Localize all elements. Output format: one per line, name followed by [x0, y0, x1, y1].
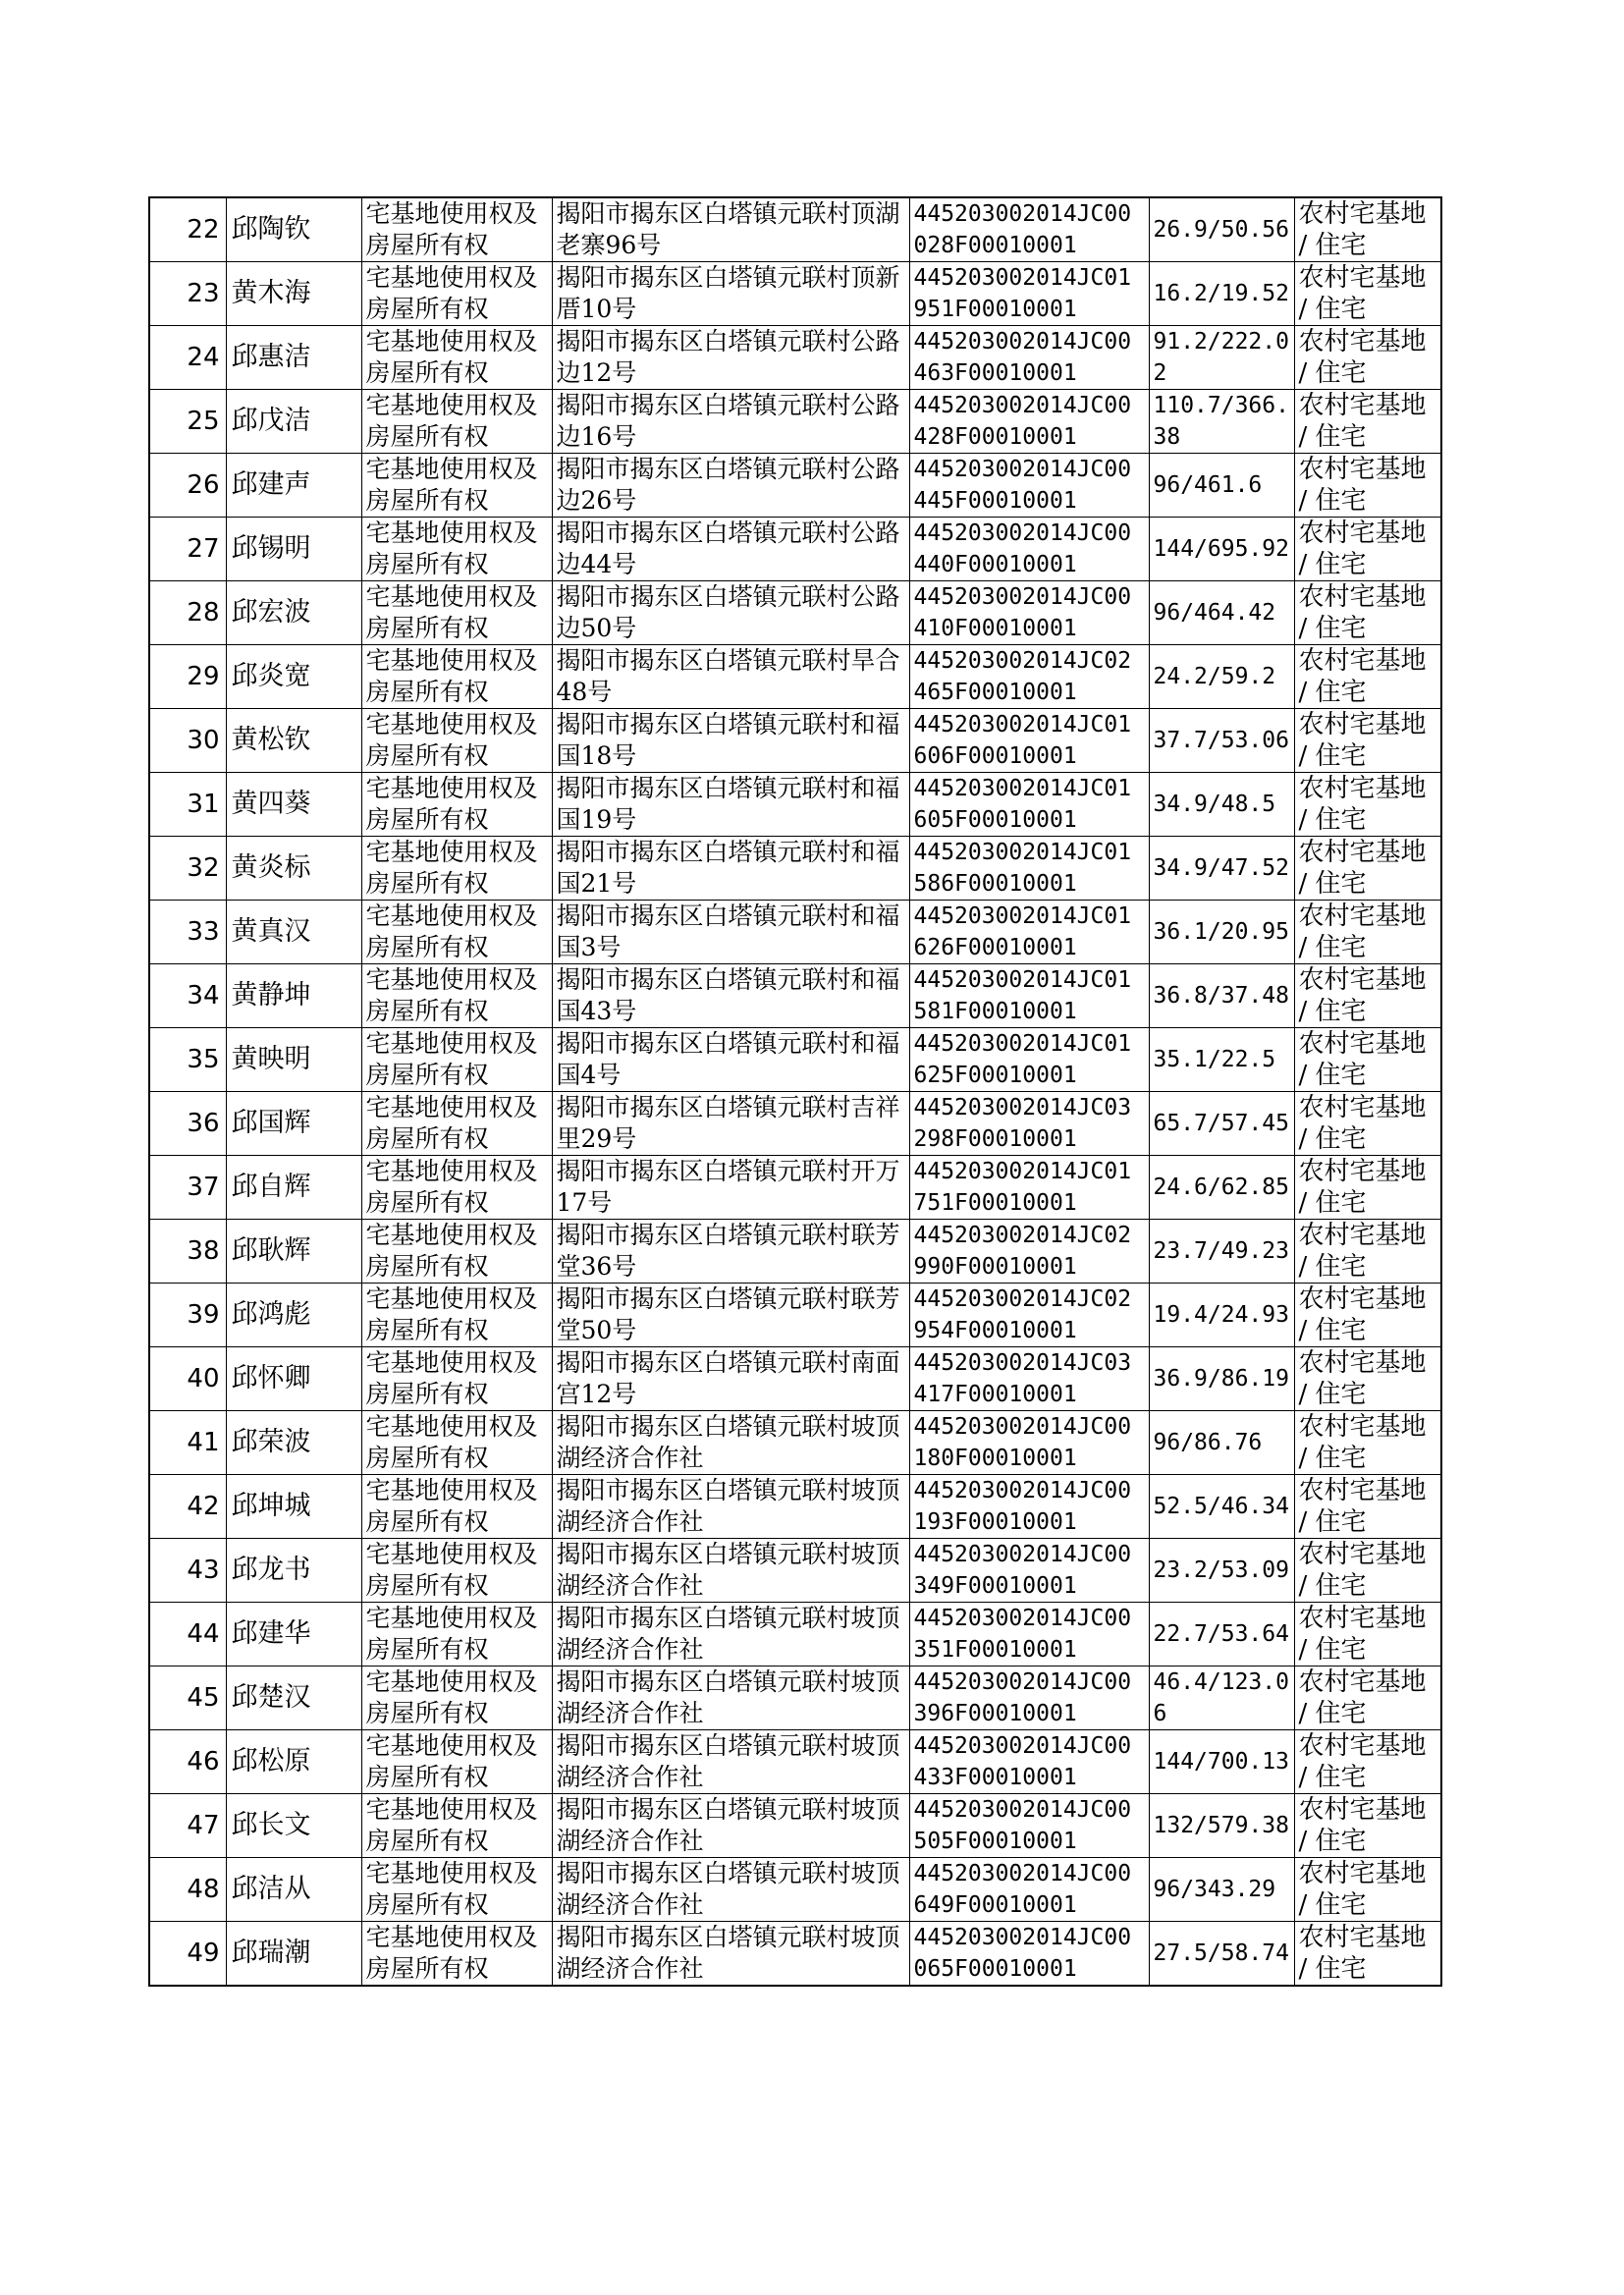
unit-code: 445203002014JC00396F00010001	[909, 1667, 1149, 1730]
area-value: 144/700.13	[1149, 1730, 1294, 1794]
table-row	[149, 1475, 1441, 1539]
row-number: 40	[149, 1347, 226, 1411]
land-use: 农村宅基地 / 住宅	[1294, 262, 1441, 326]
property-address: 揭阳市揭东区白塔镇元联村和福国43号	[552, 964, 909, 1028]
unit-code: 445203002014JC00463F00010001	[909, 326, 1149, 390]
land-use: 农村宅基地 / 住宅	[1294, 709, 1441, 773]
area-value: 96/464.42	[1149, 581, 1294, 645]
unit-code: 445203002014JC00505F00010001	[909, 1794, 1149, 1858]
area-value: 36.9/86.19	[1149, 1347, 1294, 1411]
owner-name: 黄静坤	[226, 964, 361, 1028]
table-row	[149, 709, 1441, 773]
row-number: 35	[149, 1028, 226, 1092]
row-number: 23	[149, 262, 226, 326]
right-type: 宅基地使用权及房屋所有权	[361, 1347, 552, 1411]
row-number: 44	[149, 1603, 226, 1667]
unit-code: 445203002014JC01626F00010001	[909, 901, 1149, 964]
area-value: 34.9/47.52	[1149, 837, 1294, 901]
area-value: 91.2/222.02	[1149, 326, 1294, 390]
table-row	[149, 390, 1441, 454]
area-value: 37.7/53.06	[1149, 709, 1294, 773]
table-row	[149, 1411, 1441, 1475]
row-number: 34	[149, 964, 226, 1028]
area-value: 144/695.92	[1149, 518, 1294, 581]
owner-name: 邱鸿彪	[226, 1284, 361, 1347]
row-number: 27	[149, 518, 226, 581]
owner-name: 邱国辉	[226, 1092, 361, 1156]
right-type: 宅基地使用权及房屋所有权	[361, 1475, 552, 1539]
property-address: 揭阳市揭东区白塔镇元联村和福国3号	[552, 901, 909, 964]
row-number: 47	[149, 1794, 226, 1858]
row-number: 41	[149, 1411, 226, 1475]
owner-name: 邱宏波	[226, 581, 361, 645]
owner-name: 邱惠洁	[226, 326, 361, 390]
land-use: 农村宅基地 / 住宅	[1294, 1475, 1441, 1539]
unit-code: 445203002014JC02990F00010001	[909, 1220, 1149, 1284]
table-row	[149, 1858, 1441, 1922]
area-value: 24.6/62.85	[1149, 1156, 1294, 1220]
right-type: 宅基地使用权及房屋所有权	[361, 1220, 552, 1284]
land-use: 农村宅基地 / 住宅	[1294, 1794, 1441, 1858]
land-use: 农村宅基地 / 住宅	[1294, 1347, 1441, 1411]
right-type: 宅基地使用权及房屋所有权	[361, 581, 552, 645]
unit-code: 445203002014JC01606F00010001	[909, 709, 1149, 773]
property-address: 揭阳市揭东区白塔镇元联村联芳堂50号	[552, 1284, 909, 1347]
owner-name: 邱坤城	[226, 1475, 361, 1539]
right-type: 宅基地使用权及房屋所有权	[361, 262, 552, 326]
area-value: 27.5/58.74	[1149, 1922, 1294, 1987]
right-type: 宅基地使用权及房屋所有权	[361, 709, 552, 773]
unit-code: 445203002014JC00649F00010001	[909, 1858, 1149, 1922]
row-number: 45	[149, 1667, 226, 1730]
table-row	[149, 1347, 1441, 1411]
right-type: 宅基地使用权及房屋所有权	[361, 1667, 552, 1730]
row-number: 43	[149, 1539, 226, 1603]
land-use: 农村宅基地 / 住宅	[1294, 1092, 1441, 1156]
right-type: 宅基地使用权及房屋所有权	[361, 773, 552, 837]
owner-name: 邱怀卿	[226, 1347, 361, 1411]
unit-code: 445203002014JC00180F00010001	[909, 1411, 1149, 1475]
table-row	[149, 837, 1441, 901]
table-row	[149, 1603, 1441, 1667]
property-address: 揭阳市揭东区白塔镇元联村顶新厝10号	[552, 262, 909, 326]
land-use: 农村宅基地 / 住宅	[1294, 1858, 1441, 1922]
area-value: 24.2/59.2	[1149, 645, 1294, 709]
unit-code: 445203002014JC03417F00010001	[909, 1347, 1149, 1411]
land-use: 农村宅基地 / 住宅	[1294, 901, 1441, 964]
land-use: 农村宅基地 / 住宅	[1294, 581, 1441, 645]
owner-name: 邱建华	[226, 1603, 361, 1667]
property-address: 揭阳市揭东区白塔镇元联村顶湖老寨96号	[552, 197, 909, 262]
owner-name: 邱长文	[226, 1794, 361, 1858]
owner-name: 黄木海	[226, 262, 361, 326]
area-value: 52.5/46.34	[1149, 1475, 1294, 1539]
row-number: 37	[149, 1156, 226, 1220]
property-address: 揭阳市揭东区白塔镇元联村坡顶湖经济合作社	[552, 1730, 909, 1794]
owner-name: 黄映明	[226, 1028, 361, 1092]
unit-code: 445203002014JC00410F00010001	[909, 581, 1149, 645]
property-address: 揭阳市揭东区白塔镇元联村南面宫12号	[552, 1347, 909, 1411]
row-number: 24	[149, 326, 226, 390]
row-number: 38	[149, 1220, 226, 1284]
table-row	[149, 581, 1441, 645]
right-type: 宅基地使用权及房屋所有权	[361, 1539, 552, 1603]
land-use: 农村宅基地 / 住宅	[1294, 773, 1441, 837]
right-type: 宅基地使用权及房屋所有权	[361, 1603, 552, 1667]
table-body	[149, 197, 1441, 1986]
owner-name: 邱龙书	[226, 1539, 361, 1603]
owner-name: 邱建声	[226, 454, 361, 518]
land-use: 农村宅基地 / 住宅	[1294, 1603, 1441, 1667]
unit-code: 445203002014JC01951F00010001	[909, 262, 1149, 326]
unit-code: 445203002014JC01586F00010001	[909, 837, 1149, 901]
unit-code: 445203002014JC00193F00010001	[909, 1475, 1149, 1539]
property-address: 揭阳市揭东区白塔镇元联村和福国21号	[552, 837, 909, 901]
land-use: 农村宅基地 / 住宅	[1294, 197, 1441, 262]
right-type: 宅基地使用权及房屋所有权	[361, 1730, 552, 1794]
table-row	[149, 645, 1441, 709]
area-value: 36.8/37.48	[1149, 964, 1294, 1028]
area-value: 65.7/57.45	[1149, 1092, 1294, 1156]
owner-name: 邱锡明	[226, 518, 361, 581]
land-use: 农村宅基地 / 住宅	[1294, 390, 1441, 454]
unit-code: 445203002014JC02954F00010001	[909, 1284, 1149, 1347]
row-number: 36	[149, 1092, 226, 1156]
unit-code: 445203002014JC00428F00010001	[909, 390, 1149, 454]
right-type: 宅基地使用权及房屋所有权	[361, 645, 552, 709]
area-value: 110.7/366.38	[1149, 390, 1294, 454]
row-number: 39	[149, 1284, 226, 1347]
row-number: 30	[149, 709, 226, 773]
owner-name: 邱自辉	[226, 1156, 361, 1220]
land-use: 农村宅基地 / 住宅	[1294, 1156, 1441, 1220]
row-number: 26	[149, 454, 226, 518]
property-address: 揭阳市揭东区白塔镇元联村吉祥里29号	[552, 1092, 909, 1156]
unit-code: 445203002014JC00440F00010001	[909, 518, 1149, 581]
area-value: 96/86.76	[1149, 1411, 1294, 1475]
row-number: 42	[149, 1475, 226, 1539]
area-value: 22.7/53.64	[1149, 1603, 1294, 1667]
right-type: 宅基地使用权及房屋所有权	[361, 390, 552, 454]
property-address: 揭阳市揭东区白塔镇元联村旱合48号	[552, 645, 909, 709]
row-number: 49	[149, 1922, 226, 1987]
property-address: 揭阳市揭东区白塔镇元联村坡顶湖经济合作社	[552, 1922, 909, 1987]
unit-code: 445203002014JC00351F00010001	[909, 1603, 1149, 1667]
unit-code: 445203002014JC00028F00010001	[909, 197, 1149, 262]
owner-name: 邱荣波	[226, 1411, 361, 1475]
area-value: 35.1/22.5	[1149, 1028, 1294, 1092]
property-address: 揭阳市揭东区白塔镇元联村坡顶湖经济合作社	[552, 1794, 909, 1858]
row-number: 33	[149, 901, 226, 964]
right-type: 宅基地使用权及房屋所有权	[361, 1794, 552, 1858]
property-address: 揭阳市揭东区白塔镇元联村公路边16号	[552, 390, 909, 454]
land-use: 农村宅基地 / 住宅	[1294, 1284, 1441, 1347]
property-address: 揭阳市揭东区白塔镇元联村和福国4号	[552, 1028, 909, 1092]
property-address: 揭阳市揭东区白塔镇元联村坡顶湖经济合作社	[552, 1858, 909, 1922]
property-address: 揭阳市揭东区白塔镇元联村开万17号	[552, 1156, 909, 1220]
table-row	[149, 1028, 1441, 1092]
area-value: 19.4/24.93	[1149, 1284, 1294, 1347]
owner-name: 邱耿辉	[226, 1220, 361, 1284]
land-use: 农村宅基地 / 住宅	[1294, 964, 1441, 1028]
right-type: 宅基地使用权及房屋所有权	[361, 1156, 552, 1220]
unit-code: 445203002014JC00433F00010001	[909, 1730, 1149, 1794]
land-use: 农村宅基地 / 住宅	[1294, 326, 1441, 390]
table-row	[149, 964, 1441, 1028]
area-value: 132/579.38	[1149, 1794, 1294, 1858]
owner-name: 邱炎宽	[226, 645, 361, 709]
owner-name: 邱陶钦	[226, 197, 361, 262]
owner-name: 邱楚汉	[226, 1667, 361, 1730]
table-row	[149, 1156, 1441, 1220]
property-address: 揭阳市揭东区白塔镇元联村和福国18号	[552, 709, 909, 773]
area-value: 46.4/123.06	[1149, 1667, 1294, 1730]
area-value: 34.9/48.5	[1149, 773, 1294, 837]
right-type: 宅基地使用权及房屋所有权	[361, 1092, 552, 1156]
owner-name: 邱瑞潮	[226, 1922, 361, 1987]
property-address: 揭阳市揭东区白塔镇元联村公路边26号	[552, 454, 909, 518]
owner-name: 邱松原	[226, 1730, 361, 1794]
unit-code: 445203002014JC02465F00010001	[909, 645, 1149, 709]
row-number: 25	[149, 390, 226, 454]
unit-code: 445203002014JC03298F00010001	[909, 1092, 1149, 1156]
right-type: 宅基地使用权及房屋所有权	[361, 1922, 552, 1987]
right-type: 宅基地使用权及房屋所有权	[361, 1411, 552, 1475]
property-address: 揭阳市揭东区白塔镇元联村公路边50号	[552, 581, 909, 645]
table-row	[149, 1794, 1441, 1858]
right-type: 宅基地使用权及房屋所有权	[361, 1858, 552, 1922]
unit-code: 445203002014JC01605F00010001	[909, 773, 1149, 837]
table-row	[149, 454, 1441, 518]
land-use: 农村宅基地 / 住宅	[1294, 1730, 1441, 1794]
registration-table	[148, 196, 1442, 1987]
land-use: 农村宅基地 / 住宅	[1294, 1922, 1441, 1987]
area-value: 23.7/49.23	[1149, 1220, 1294, 1284]
table-row	[149, 1220, 1441, 1284]
right-type: 宅基地使用权及房屋所有权	[361, 901, 552, 964]
land-use: 农村宅基地 / 住宅	[1294, 645, 1441, 709]
land-use: 农村宅基地 / 住宅	[1294, 1220, 1441, 1284]
right-type: 宅基地使用权及房屋所有权	[361, 518, 552, 581]
owner-name: 黄真汉	[226, 901, 361, 964]
property-address: 揭阳市揭东区白塔镇元联村公路边12号	[552, 326, 909, 390]
table-row	[149, 1667, 1441, 1730]
right-type: 宅基地使用权及房屋所有权	[361, 197, 552, 262]
owner-name: 邱洁从	[226, 1858, 361, 1922]
unit-code: 445203002014JC01581F00010001	[909, 964, 1149, 1028]
land-use: 农村宅基地 / 住宅	[1294, 1411, 1441, 1475]
row-number: 29	[149, 645, 226, 709]
property-address: 揭阳市揭东区白塔镇元联村和福国19号	[552, 773, 909, 837]
area-value: 36.1/20.95	[1149, 901, 1294, 964]
row-number: 48	[149, 1858, 226, 1922]
land-use: 农村宅基地 / 住宅	[1294, 1028, 1441, 1092]
property-address: 揭阳市揭东区白塔镇元联村坡顶湖经济合作社	[552, 1539, 909, 1603]
right-type: 宅基地使用权及房屋所有权	[361, 1028, 552, 1092]
right-type: 宅基地使用权及房屋所有权	[361, 964, 552, 1028]
owner-name: 黄松钦	[226, 709, 361, 773]
area-value: 16.2/19.52	[1149, 262, 1294, 326]
area-value: 23.2/53.09	[1149, 1539, 1294, 1603]
area-value: 26.9/50.56	[1149, 197, 1294, 262]
row-number: 22	[149, 197, 226, 262]
property-address: 揭阳市揭东区白塔镇元联村坡顶湖经济合作社	[552, 1603, 909, 1667]
right-type: 宅基地使用权及房屋所有权	[361, 454, 552, 518]
unit-code: 445203002014JC00445F00010001	[909, 454, 1149, 518]
row-number: 28	[149, 581, 226, 645]
property-address: 揭阳市揭东区白塔镇元联村坡顶湖经济合作社	[552, 1475, 909, 1539]
table-row	[149, 1092, 1441, 1156]
row-number: 46	[149, 1730, 226, 1794]
owner-name: 黄炎标	[226, 837, 361, 901]
right-type: 宅基地使用权及房屋所有权	[361, 837, 552, 901]
owner-name: 黄四葵	[226, 773, 361, 837]
unit-code: 445203002014JC00065F00010001	[909, 1922, 1149, 1987]
table-row	[149, 1539, 1441, 1603]
table-row	[149, 1284, 1441, 1347]
area-value: 96/343.29	[1149, 1858, 1294, 1922]
land-use: 农村宅基地 / 住宅	[1294, 1539, 1441, 1603]
property-address: 揭阳市揭东区白塔镇元联村联芳堂36号	[552, 1220, 909, 1284]
property-address: 揭阳市揭东区白塔镇元联村坡顶湖经济合作社	[552, 1411, 909, 1475]
table-row	[149, 518, 1441, 581]
owner-name: 邱戊洁	[226, 390, 361, 454]
land-use: 农村宅基地 / 住宅	[1294, 454, 1441, 518]
unit-code: 445203002014JC01625F00010001	[909, 1028, 1149, 1092]
right-type: 宅基地使用权及房屋所有权	[361, 326, 552, 390]
table-row	[149, 1730, 1441, 1794]
table-row	[149, 326, 1441, 390]
land-use: 农村宅基地 / 住宅	[1294, 1667, 1441, 1730]
property-address: 揭阳市揭东区白塔镇元联村公路边44号	[552, 518, 909, 581]
property-address: 揭阳市揭东区白塔镇元联村坡顶湖经济合作社	[552, 1667, 909, 1730]
table-row	[149, 773, 1441, 837]
table-row	[149, 197, 1441, 262]
unit-code: 445203002014JC01751F00010001	[909, 1156, 1149, 1220]
land-use: 农村宅基地 / 住宅	[1294, 518, 1441, 581]
land-use: 农村宅基地 / 住宅	[1294, 837, 1441, 901]
table-row	[149, 901, 1441, 964]
unit-code: 445203002014JC00349F00010001	[909, 1539, 1149, 1603]
table-row	[149, 1922, 1441, 1987]
row-number: 31	[149, 773, 226, 837]
row-number: 32	[149, 837, 226, 901]
right-type: 宅基地使用权及房屋所有权	[361, 1284, 552, 1347]
table-row	[149, 262, 1441, 326]
area-value: 96/461.6	[1149, 454, 1294, 518]
